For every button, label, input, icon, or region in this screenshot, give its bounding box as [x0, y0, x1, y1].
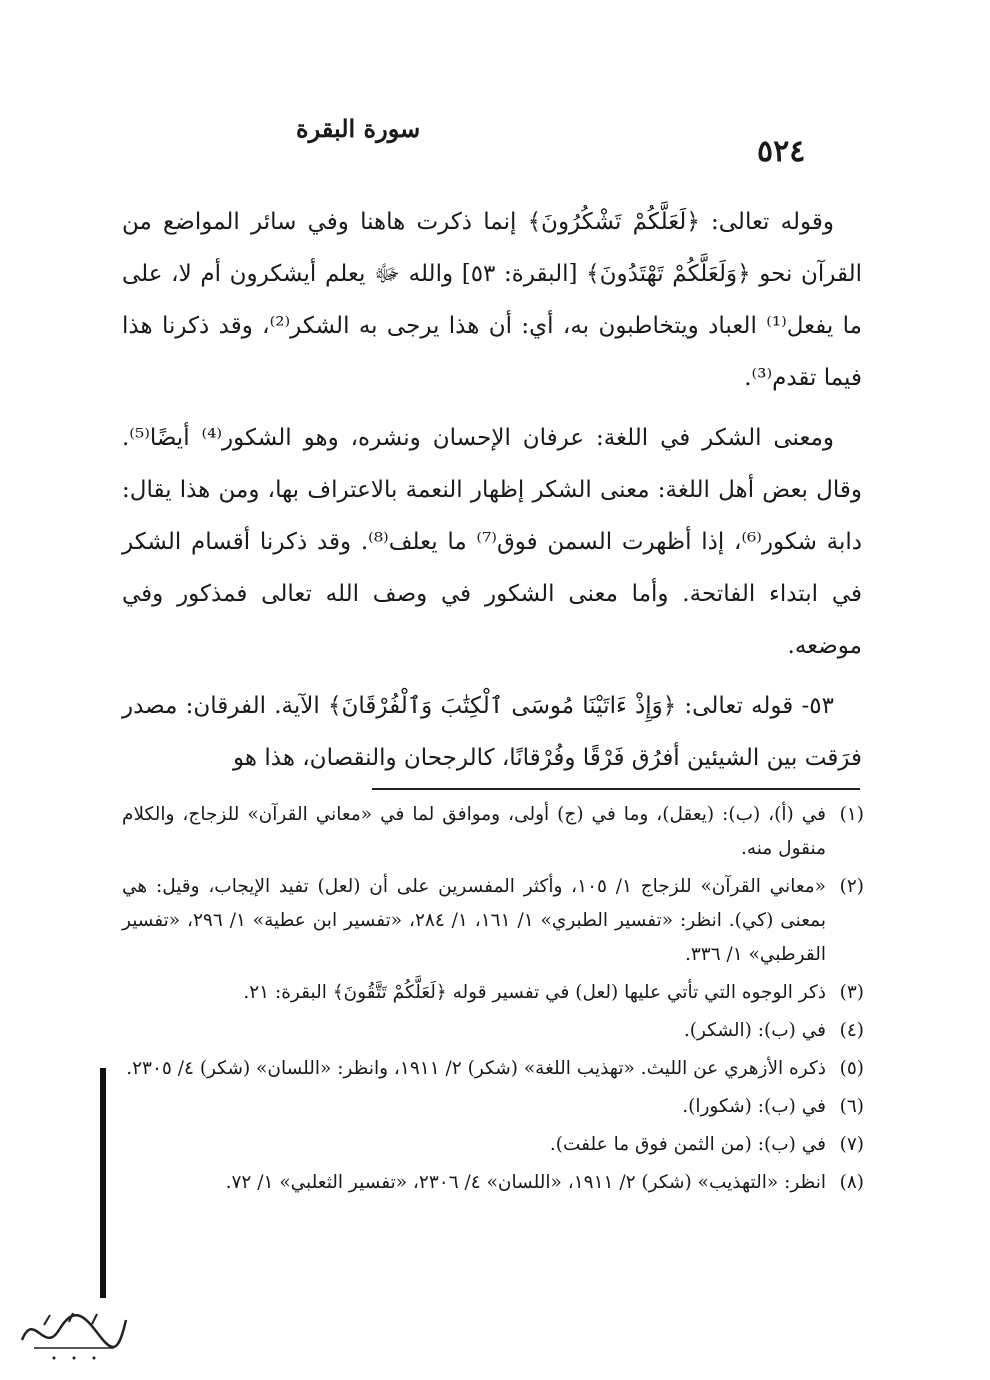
footnotes: [122, 798, 864, 1204]
footnote-number: (٤): [839, 1020, 864, 1041]
footnote: [122, 870, 864, 972]
footnote: [122, 976, 864, 1010]
footnote-text: في (ب): (من الثمن فوق ما علفت).: [549, 1134, 826, 1155]
footnote-text: في (أ)، (ب): (يعقل)، وما في (ج) أولى، وموافق لما في «معاني القرآن» للزجاج، والكلام منقول منه.: [122, 804, 826, 859]
footnote-divider: [372, 788, 860, 790]
margin-bar: [100, 1068, 106, 1298]
footnote-number: (٨): [839, 1172, 864, 1193]
footnote-text: انظر: «التهذيب» (شكر) ٢/ ١٩١١، «اللسان» ٤/ ٢٣٠٦، «تفسير الثعلبي» ١/ ٧٢.: [225, 1172, 826, 1193]
page-number: ٥٢٤: [757, 134, 806, 169]
paragraph: ٥٣- قوله تعالى: ﴿وَإِذْ ءَاتَيْنَا مُوسَى ٱلْكِتَٰبَ وَٱلْفُرْقَانَ﴾ الآية. الفرقان: مصدر فرَقت بين الشيئين أفرُق فَرْقًا وفُرْقانًا، كالرجحان والنقصان، هذا هو: [122, 693, 862, 771]
footnote: [122, 1166, 864, 1200]
footnote-text: ذكره الأزهري عن الليث. «تهذيب اللغة» (شكر) ٢/ ١٩١١، وانظر: «اللسان» (شكر) ٤/ ٢٣٠٥.: [126, 1058, 826, 1079]
footnote-number: (٥): [839, 1058, 864, 1079]
surah-title: سورة البقرة: [296, 114, 421, 143]
footnote-number: (٣): [839, 982, 864, 1003]
footnote: [122, 1052, 864, 1086]
main-text: [122, 196, 862, 792]
paragraph: وقوله تعالى: ﴿لَعَلَّكُمْ تَشْكُرُونَ﴾ إنما ذكرت هاهنا وفي سائر المواضع من القرآن نحو ﴿وَلَعَلَّكُمْ تَهْتَدُونَ﴾ [البقرة: ٥٣] والله ﷻ يعلم أيشكرون أم لا، على ما يفعل⁽¹⁾ العباد ويتخاطبون به، أي: أن هذا يرجى به الشكر⁽²⁾، وقد ذكرنا هذا فيما تقدم⁽³⁾.: [122, 209, 862, 391]
footnote: [122, 1128, 864, 1162]
footnote-number: (٧): [839, 1134, 864, 1155]
stamp-logo: [14, 1300, 134, 1370]
footnote-text: في (ب): (شكورا).: [682, 1096, 826, 1117]
footnote-text: في (ب): (الشكر).: [683, 1020, 826, 1041]
footnote-number: (٢): [839, 876, 864, 897]
footnote-text: «معاني القرآن» للزجاج ١/ ١٠٥، وأكثر المفسرين على أن (لعل) تفيد الإيجاب، وقيل: هي بمعنى (كي). انظر: «تفسير الطبري» ١/ ١٦١، ١/ ٢٨٤، «تفسير ابن عطية» ١/ ٢٩٦، «تفسير القرطبي» ١/ ٣٣٦.: [122, 876, 826, 965]
footnote-number: (١): [839, 804, 864, 825]
footnote: [122, 1014, 864, 1048]
footnote-number: (٦): [839, 1096, 864, 1117]
footnote: [122, 1090, 864, 1124]
page-header: [120, 112, 806, 172]
footnote: [122, 798, 864, 866]
paragraph: ومعنى الشكر في اللغة: عرفان الإحسان ونشره، وهو الشكور⁽⁴⁾ أيضًا⁽⁵⁾. وقال بعض أهل اللغة: معنى الشكر إظهار النعمة بالاعتراف بها، ومن هذا يقال: دابة شكور⁽⁶⁾، إذا أظهرت السمن فوق⁽⁷⁾ ما يعلف⁽⁸⁾. وقد ذكرنا أقسام الشكر في ابتداء الفاتحة. وأما معنى الشكور في وصف الله تعالى فمذكور وفي موضعه.: [122, 425, 862, 659]
footnote-text: ذكر الوجوه التي تأتي عليها (لعل) في تفسير قوله ﴿لَعَلَّكُمْ تَتَّقُونَ﴾ البقرة: ٢١.: [243, 982, 826, 1003]
